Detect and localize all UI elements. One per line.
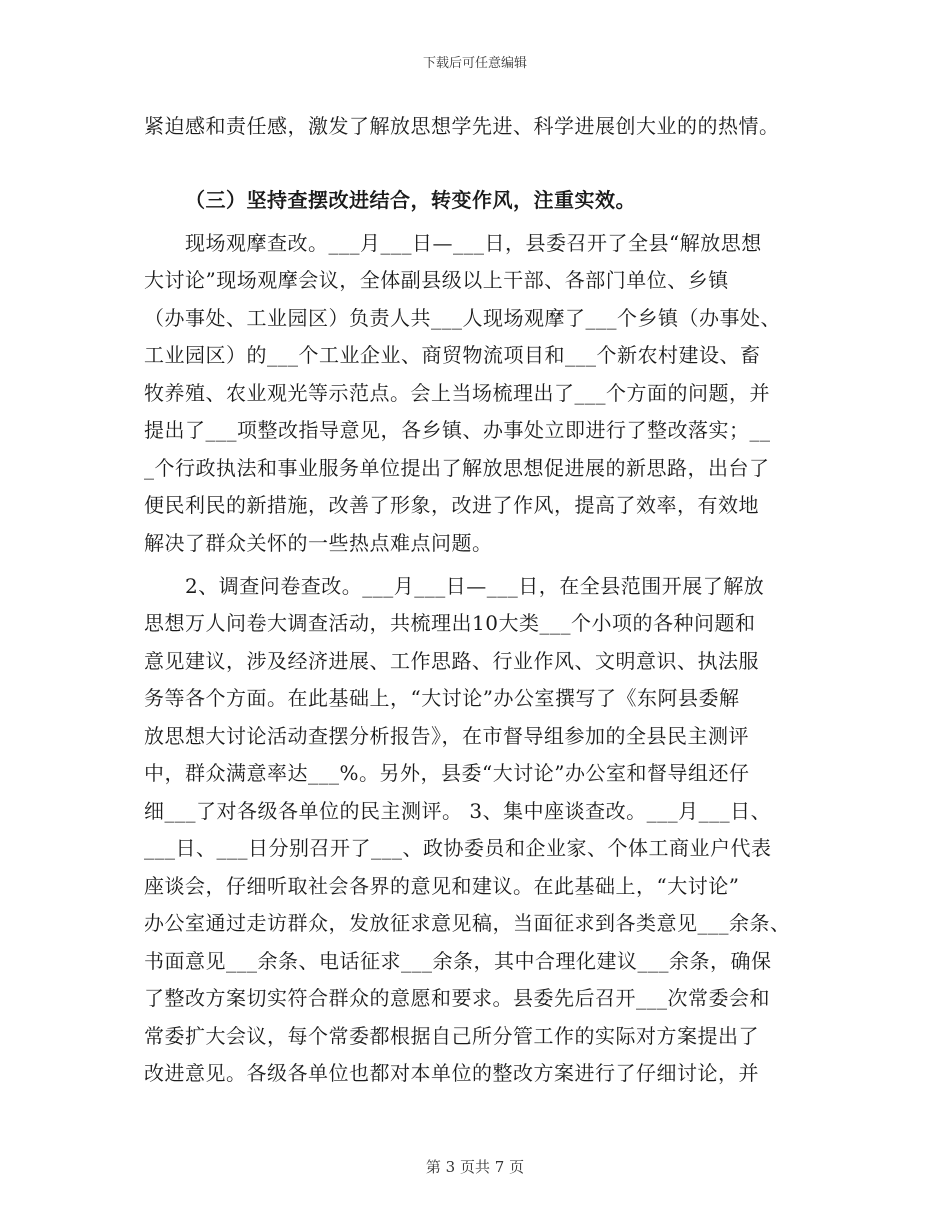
page-footer: 第 3 页共 7 页 bbox=[425, 1158, 525, 1176]
paragraph-line: 意见建议，涉及经济进展、工作思路、行业作风、文明意识、执法服 bbox=[144, 649, 759, 673]
paragraph-line: 细___了对各级各单位的民主测评。 3、集中座谈查改。___月___日、 bbox=[144, 799, 772, 823]
paragraph-line: 便民利民的新措施，改善了形象，改进了作风，提高了效率，有效地 bbox=[144, 493, 759, 517]
paragraph-line: 提出了___项整改指导意见，各乡镇、办事处立即进行了整改落实；__ bbox=[144, 418, 771, 442]
paragraph-line: 现场观摩查改。___月___日—___日，县委召开了全县“解放思想 bbox=[185, 231, 762, 255]
paragraph-line: _个行政执法和事业服务单位提出了解放思想促进展的新思路，出台了 bbox=[144, 456, 770, 480]
paragraph-line: 放思想大讨论活动查摆分析报告》，在市督导组参加的全县民主测评 bbox=[144, 724, 749, 748]
paragraph-line: 了整改方案切实符合群众的意愿和要求。县委先后召开___次常委会和 bbox=[144, 986, 770, 1010]
paragraph-line: 改进意见。各级各单位也都对本单位的整改方案进行了仔细讨论，并 bbox=[144, 1061, 759, 1085]
paragraph-line: ___日、___日分别召开了___、政协委员和企业家、个体工商业户代表 bbox=[144, 836, 772, 860]
paragraph-line: 解决了群众关怀的一些热点难点问题。 bbox=[144, 531, 493, 555]
paragraph-line: 办公室通过走访群众，发放征求意见稿，当面征求到各类意见___余条、 bbox=[144, 911, 791, 935]
paragraph-line: 紧迫感和责任感，激发了解放思想学先进、科学进展创大业的的热情。 bbox=[144, 114, 780, 138]
paragraph-line: 座谈会，仔细听取社会各界的意见和建议。在此基础上，“大讨论” bbox=[144, 874, 740, 898]
paragraph-line: 工业园区）的___个工业企业、商贸物流项目和___个新农村建设、畜 bbox=[144, 343, 761, 367]
paragraph-line: 书面意见___余条、电话征求___余条，其中合理化建议___余条，确保 bbox=[144, 949, 772, 973]
paragraph-line: 中，群众满意率达___%。另外，县委“大讨论”办公室和督导组还仔 bbox=[144, 761, 750, 785]
page-header: 下载后可任意编辑 bbox=[422, 56, 527, 71]
paragraph-line: 牧养殖、农业观光等示范点。会上当场梳理出了___个方面的问题，并 bbox=[144, 381, 770, 405]
paragraph-line: 思想万人问卷大调查活动，共梳理出10大类___个小项的各种问题和 bbox=[144, 611, 756, 635]
paragraph-line: 常委扩大会议，每个常委都根据自己所分管工作的实际对方案提出了 bbox=[144, 1024, 759, 1048]
paragraph-line: 大讨论”现场观摩会议，全体副县级以上干部、各部门单位、乡镇 bbox=[144, 268, 729, 292]
section-heading: （三）坚持查摆改进结合，转变作风，注重实效。 bbox=[185, 188, 636, 212]
paragraph-line: 务等各个方面。在此基础上，“大讨论”办公室撰写了《东阿县委解 bbox=[144, 686, 740, 710]
paragraph-line: （办事处、工业园区）负责人共___人现场观摩了___个乡镇（办事处、 bbox=[144, 306, 781, 330]
paragraph-line: 2、调查问卷查改。___月___日—___日，在全县范围开展了解放 bbox=[185, 574, 765, 598]
